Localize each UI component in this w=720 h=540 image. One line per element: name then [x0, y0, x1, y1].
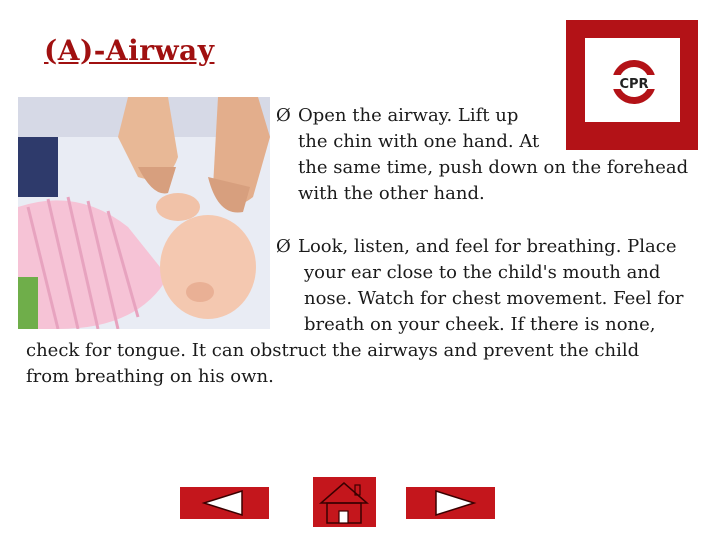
- bullet-1-line-1: [276, 103, 716, 129]
- home-button[interactable]: [313, 477, 376, 527]
- photo-illustration: [18, 97, 270, 329]
- prev-button[interactable]: [180, 487, 269, 519]
- slide-title: (A)-Airway: [44, 34, 215, 67]
- bullet-2-line-1: [276, 234, 716, 260]
- bullet-1: [276, 103, 716, 207]
- next-button[interactable]: [406, 487, 495, 519]
- bullet-1-line-4: with the other hand.: [298, 183, 485, 204]
- right-triangle-icon: [406, 487, 495, 519]
- bullet-2-line-2: your ear close to the child's mouth and: [304, 262, 661, 283]
- home-icon: [313, 477, 376, 527]
- bullet-marker-1: Ø: [276, 105, 291, 126]
- cpr-photo: [18, 97, 270, 329]
- continuation-line-1: check for tongue. It can obstruct the airways and prevent the child: [26, 340, 640, 361]
- bullet-2: [276, 234, 716, 338]
- bullet-2-text-1: Look, listen, and feel for breathing. Place: [298, 236, 677, 257]
- bullet-marker-2: Ø: [276, 236, 291, 257]
- bullet-1-line-3: the same time, push down on the forehead: [298, 157, 689, 178]
- bullet-2-line-3: nose. Watch for chest movement. Feel for: [304, 288, 684, 309]
- left-triangle-icon: [180, 487, 269, 519]
- bullet-2-continuation: [26, 338, 716, 390]
- bullet-1-text-1: Open the airway. Lift up: [298, 105, 519, 126]
- continuation-line-2: from breathing on his own.: [26, 366, 274, 387]
- bullet-2-line-4: breath on your cheek. If there is none,: [304, 314, 656, 335]
- logo-text: CPR: [619, 77, 649, 92]
- bullet-1-line-2: the chin with one hand. At: [298, 131, 540, 152]
